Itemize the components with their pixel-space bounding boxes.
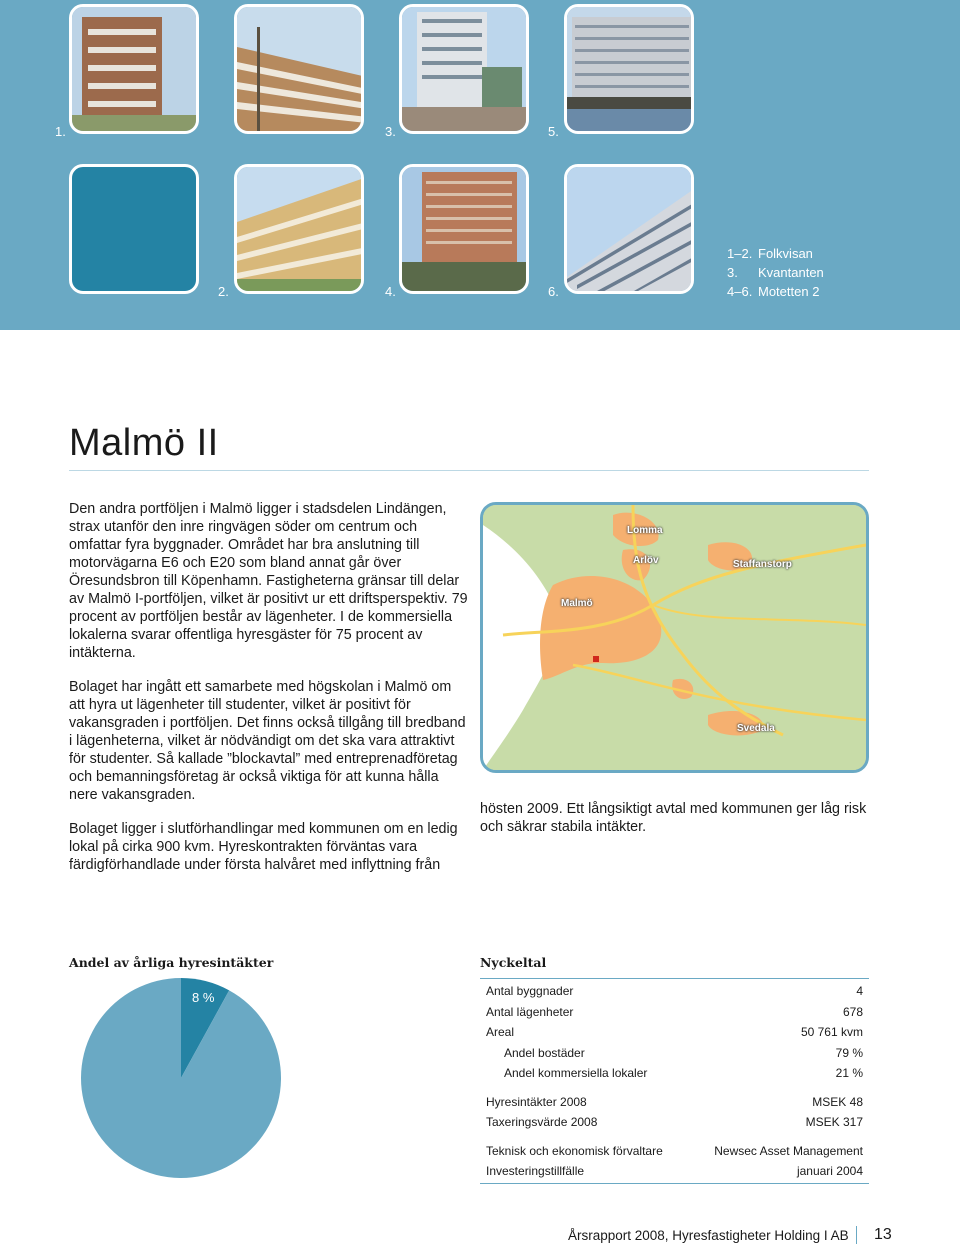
title-divider (69, 470, 869, 471)
row-label: Taxeringsvärde 2008 (486, 1115, 598, 1129)
row-label: Antal byggnader (486, 984, 574, 998)
caption-name: Kvantanten (758, 265, 824, 280)
caption-number: 3. (727, 265, 738, 280)
table-row (480, 1002, 869, 1023)
table-row (480, 981, 869, 1002)
photo-motetten-1 (564, 4, 694, 134)
pie-slice-rest (81, 978, 281, 1178)
spacer (480, 1084, 869, 1092)
footer-text: Årsrapport 2008, Hyresfastigheter Holding I AB (568, 1228, 849, 1243)
spacer (480, 1133, 869, 1141)
photo-number: 6. (548, 284, 559, 299)
row-value: 79 % (835, 1045, 863, 1060)
row-value: 4 (856, 984, 863, 998)
table-row (480, 1141, 869, 1162)
page-title: Malmö II (69, 422, 219, 464)
location-map (480, 502, 869, 773)
row-value: januari 2004 (796, 1164, 863, 1178)
body-text-left (69, 500, 469, 890)
table-row (480, 1161, 869, 1182)
map-label-svedala: Svedala (737, 723, 775, 734)
map-label-lomma: Lomma (627, 525, 663, 536)
row-value: 50 761 kvm (800, 1025, 863, 1039)
row-label: Hyresintäkter 2008 (486, 1094, 587, 1109)
table-row (480, 1092, 869, 1113)
photo-number: 4. (385, 284, 396, 299)
table-row (480, 1063, 869, 1084)
table-row (480, 1043, 869, 1064)
map-label-malmo: Malmö (561, 598, 593, 609)
photo-band (0, 0, 960, 330)
paragraph: Bolaget ligger i slutförhandlingar med kommunen om en ledig lokal på cirka 900 kvm. Hyreskontrakten förväntas vara färdigförhandlade under första halvåret med inflyttning från (69, 821, 458, 873)
paragraph: Den andra portföljen i Malmö ligger i stadsdelen Lindängen, strax utanför den inre ringvägen söder om centrum och omfattar fyra byggnader. Området har bra anslutning till motorvägarna E6 och E20 som bland annat går över Öresundsbron till Köpenhamn. Fastigheterna gränsar till delar av Malmö I-portföljen, vilket är positivt ur ett driftsperspektiv. 79 procent av portföljen består av lägenheter. I de kommersiella lokalerna svarar offentliga hyresgäster för 75 procent av intäkterna. (69, 501, 468, 661)
row-value: Newsec Asset Management (714, 1143, 863, 1158)
row-label: Teknisk och ekonomisk förvaltare (486, 1143, 663, 1158)
caption-number: 4–6. (727, 284, 753, 299)
table-row (480, 1112, 869, 1133)
caption-name: Folkvisan (758, 246, 813, 261)
row-label: Andel bostäder (504, 1045, 585, 1060)
map-label-arlov: Arlöv (633, 555, 659, 566)
photo-folkvisan-1 (69, 4, 199, 134)
caption-row (727, 282, 824, 301)
footer-divider (856, 1226, 857, 1244)
row-label: Andel kommersiella lokaler (504, 1066, 648, 1080)
photo-number: 2. (218, 284, 229, 299)
caption-name: Motetten 2 (758, 284, 820, 299)
caption-row (727, 244, 824, 263)
photo-motetten-2 (234, 164, 364, 294)
caption-row (727, 263, 824, 282)
row-value: MSEK 48 (812, 1094, 863, 1109)
row-label: Investeringstillfälle (486, 1164, 585, 1178)
photo-number: 5. (548, 124, 559, 139)
row-value: 21 % (835, 1066, 863, 1080)
photo-motetten-4 (564, 164, 694, 294)
nyckeltal-table (480, 978, 869, 1184)
pie-slice-label: 8 % (192, 990, 215, 1005)
paragraph: Bolaget har ingått ett samarbete med högskolan i Malmö om att hyra ut lägenheter till studenter, vilket är positivt för vakansgraden i portföljen. Det finns också tillgång till bredband i lägenheterna, vilket är nödvändigt om det ska vara attraktivt för studenter. Så kallade ”blockavtal” med entreprenadföretag och bemanningsföretag är också viktiga för att kunna hålla nere vakansgraden. (69, 679, 466, 803)
body-text-right (480, 800, 875, 836)
photo-kvantanten (399, 4, 529, 134)
photo-number: 1. (55, 124, 66, 139)
row-label: Areal (486, 1025, 515, 1039)
pie-title: Andel av årliga hyresintäkter (69, 955, 274, 970)
row-value: 678 (842, 1004, 863, 1019)
table-rule (480, 1183, 869, 1184)
photo-motetten-3 (399, 164, 529, 294)
nyckeltal-title: Nyckeltal (480, 955, 547, 970)
photo-number: 3. (385, 124, 396, 139)
photo-captions (727, 244, 824, 301)
caption-number: 1–2. (727, 246, 753, 261)
photo-folkvisan-2 (234, 4, 364, 134)
paragraph: hösten 2009. Ett långsiktigt avtal med kommunen ger låg risk och säkrar stabila intäkter. (480, 801, 867, 835)
row-value: MSEK 317 (805, 1115, 863, 1129)
pie-chart (71, 968, 291, 1188)
row-label: Antal lägenheter (486, 1004, 574, 1019)
photo-placeholder (69, 164, 199, 294)
page-number: 13 (874, 1226, 892, 1243)
table-row (480, 1022, 869, 1043)
map-label-staffanstorp: Staffanstorp (733, 559, 792, 570)
